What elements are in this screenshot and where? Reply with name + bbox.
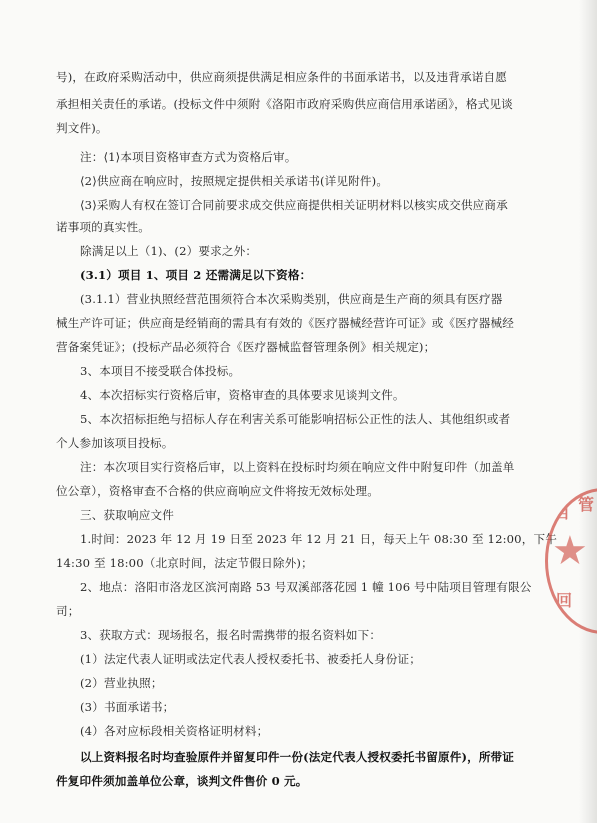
text-line: 5、本次招标拒绝与招标人存在利害关系可能影响招标公正性的法人、其他组织或者: [80, 412, 511, 426]
text-line: ⟨2⟩供应商在响应时，按照规定提供相关承诺书(详见附件)。: [80, 174, 389, 188]
text-line: 注：⟨1⟩本项目资格审查方式为资格后审。: [80, 150, 297, 164]
text-line: 14:30 至 18:00（北京时间，法定节假日除外)；: [56, 556, 313, 570]
star-icon: ★: [552, 528, 588, 574]
seal-char: 目: [554, 503, 571, 522]
seal-char: 管: [578, 495, 595, 514]
text-line: 械生产许可证；供应商是经销商的需具有有效的《医疗器械经营许可证》或《医疗器械经: [56, 316, 515, 330]
text-line: 位公章），资格审查不合格的供应商响应文件将按无效标处理。: [56, 484, 380, 498]
section-heading: 三、获取响应文件: [80, 508, 174, 522]
text-line: 个人参加该项目投标。: [56, 436, 174, 450]
text-line: 3、获取方式：现场报名，报名时需携带的报名资料如下：: [80, 628, 382, 642]
text-line: 4、本次招标实行资格后审，资格审查的具体要求见谈判文件。: [80, 388, 405, 402]
list-item: (4）各对应标段相关资格证明材料；: [80, 724, 269, 738]
text-line: 件复印件须加盖单位公章，谈判文件售价 0 元。: [56, 774, 308, 788]
text-line: ⟨3⟩采购人有权在签订合同前要求成交供应商提供相关证明材料以核实成交供应商承: [80, 198, 508, 212]
text-line: 2、地点：洛阳市洛龙区滨河南路 53 号双溪部落花园 1 幢 106 号中陆项目管理有限公: [80, 580, 532, 594]
text-line: 1.时间：2023 年 12 月 19 日至 2023 年 12 月 21 日，每天上午 08:30 至 12:00，下午: [80, 532, 557, 546]
page-edge-shadow: [579, 0, 597, 823]
text-line: 判文件)。: [56, 121, 108, 135]
text-line: 号)，在政府采购活动中，供应商须提供满足相应条件的书面承诺书，以及违背承诺自愿: [56, 70, 507, 84]
text-line: 3、本项目不接受联合体投标。: [80, 364, 241, 378]
text-line: 注：本次项目实行资格后审，以上资料在投标时均须在响应文件中附复印件（加盖单: [80, 460, 515, 474]
list-item: (1）法定代表人证明或法定代表人授权委托书、被委托人身份证；: [80, 652, 422, 666]
seal-char: 回: [556, 591, 573, 610]
text-line: 司；: [56, 604, 80, 618]
text-line: 营备案凭证》；(投标产品必须符合《医疗器械监督管理条例》相关规定)；: [56, 340, 436, 354]
list-item: (3）书面承诺书；: [80, 700, 175, 714]
text-line: (3.1.1）营业执照经营范围须符合本次采购类别，供应商是生产商的须具有医疗器: [80, 292, 503, 306]
text-line: 除满足以上（1)、(2）要求之外：: [80, 244, 258, 258]
text-line: 诺事项的真实性。: [56, 220, 150, 234]
list-item: (2）营业执照；: [80, 676, 163, 690]
section-heading: (3.1）项目 1、项目 2 还需满足以下资格：: [80, 268, 312, 282]
text-line: 以上资料报名时均查验原件并留复印件一份(法定代表人授权委托书留原件)，所带证: [80, 750, 515, 764]
text-line: 承担相关责任的承诺。(投标文件中须附《洛阳市政府采购供应商信用承诺函》，格式见谈: [56, 97, 513, 111]
